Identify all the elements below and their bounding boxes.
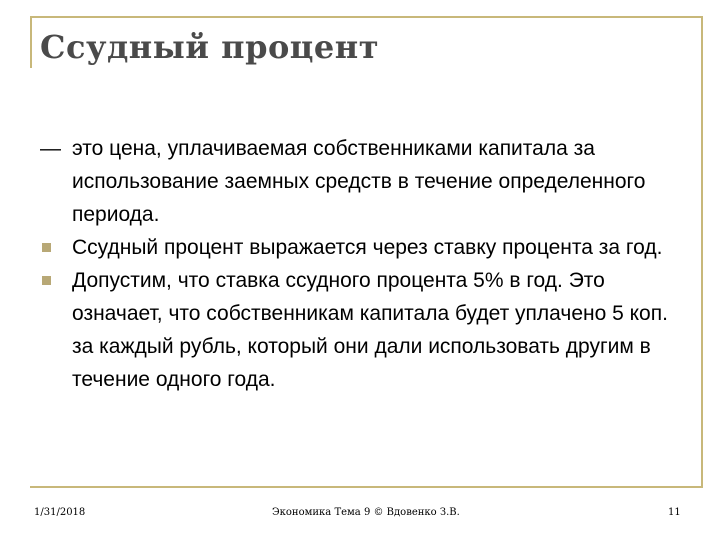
intro-text: это цена, уплачиваемая собственниками капитала за использование заемных средств в течение определенного периода.	[72, 137, 646, 226]
bullet-text: Ссудный процент выражается через ставку процента за год.	[72, 236, 663, 259]
square-bullet-icon	[42, 243, 51, 252]
frame-top-line	[30, 16, 703, 18]
footer-date: 1/31/2018	[34, 507, 86, 518]
footer-course: Экономика Тема 9 © Вдовенко З.В.	[272, 507, 460, 518]
frame-bottom-line	[30, 486, 703, 488]
square-bullet-icon	[42, 276, 51, 285]
bullet-text: Допустим, что ставка ссудного процента 5% в год. Это означает, что собственникам капитала будет уплачено 5 коп. за каждый рубль, который они дали использовать другим в течение одного года.	[72, 269, 668, 391]
bullet-item	[40, 231, 690, 264]
slide-title: Ссудный процент	[40, 28, 380, 66]
dash-prefix: —	[40, 137, 61, 160]
bullet-item	[40, 264, 690, 396]
slide-body	[40, 132, 690, 396]
intro-paragraph	[40, 132, 690, 231]
frame-right-line	[701, 16, 703, 487]
footer-page-number: 11	[668, 507, 681, 518]
frame-left-line	[30, 16, 32, 68]
